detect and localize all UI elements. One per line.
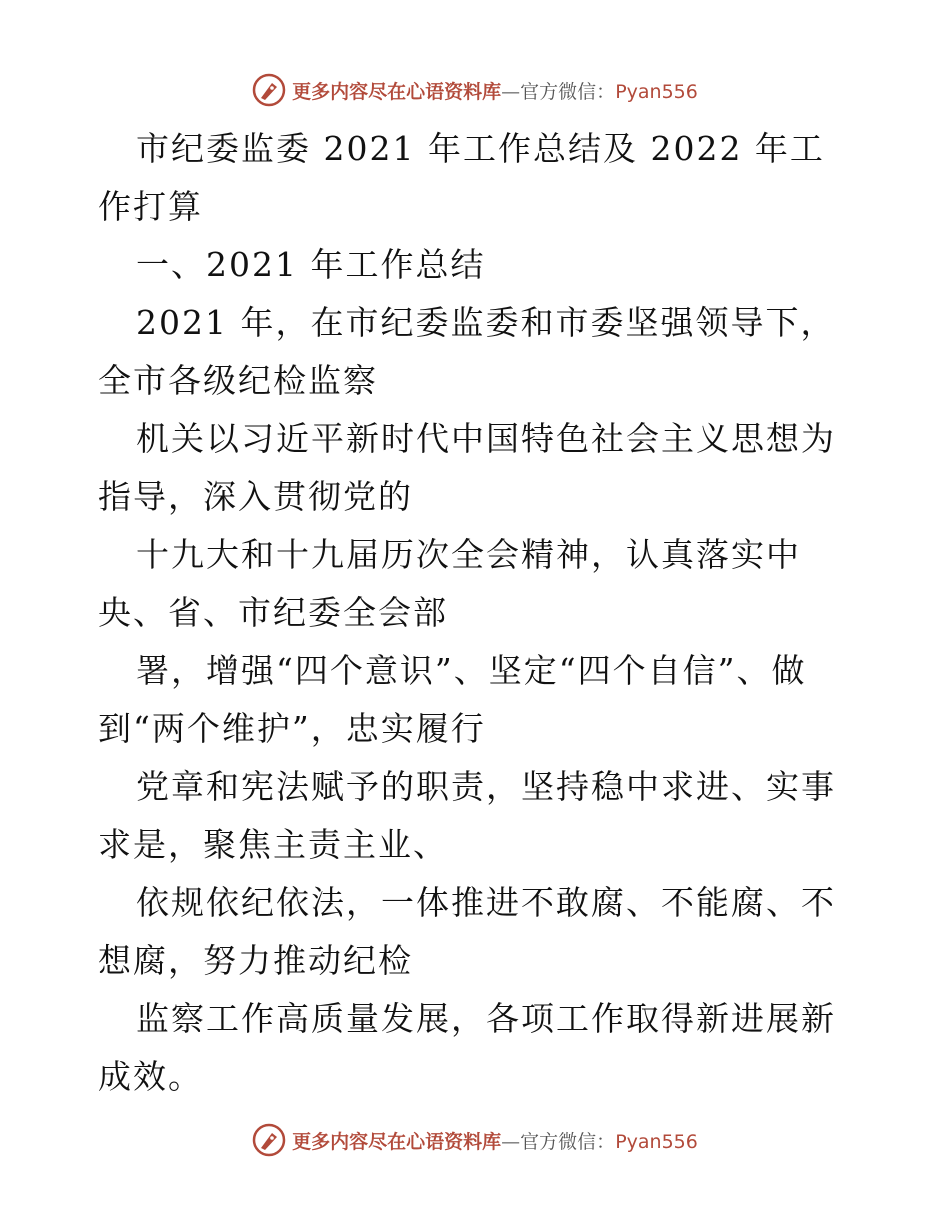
- watermark-wechat-id: Pyan556: [615, 80, 698, 103]
- document-body: [98, 120, 858, 1106]
- body-paragraph: 党章和宪法赋予的职责，坚持稳中求进、实事求是，聚焦主责主业、: [98, 767, 836, 864]
- watermark-official-label: 官方微信：: [520, 1130, 616, 1153]
- body-paragraph: 署，增强“四个意识”、坚定“四个自信”、做到“两个维护”，忠实履行: [98, 651, 807, 748]
- header-watermark-banner: [0, 70, 950, 110]
- body-paragraph: 十九大和十九届历次全会精神，认真落实中央、省、市纪委全会部: [98, 535, 801, 632]
- body-paragraph: 监察工作高质量发展，各项工作取得新进展新成效。: [98, 999, 836, 1096]
- watermark-brand: 更多内容尽在心语资料库: [292, 1130, 502, 1153]
- body-paragraph: 机关以习近平新时代中国特色社会主义思想为指导，深入贯彻党的: [98, 419, 836, 516]
- footer-watermark-banner: [0, 1120, 950, 1160]
- watermark-dash: —: [501, 80, 521, 103]
- pen-nib-logo-icon: [252, 1123, 286, 1157]
- pen-nib-logo-icon: [252, 73, 286, 107]
- watermark-official-label: 官方微信：: [520, 80, 616, 103]
- watermark-text: [292, 77, 698, 104]
- section-heading: 一、2021 年工作总结: [136, 245, 486, 284]
- body-paragraph: 依规依纪依法，一体推进不敢腐、不能腐、不想腐，努力推动纪检: [98, 883, 836, 980]
- watermark-brand: 更多内容尽在心语资料库: [292, 80, 502, 103]
- watermark-dash: —: [501, 1130, 521, 1153]
- body-paragraph: 2021 年，在市纪委监委和市委坚强领导下，全市各级纪检监察: [98, 303, 836, 400]
- document-title: 市纪委监委 2021 年工作总结及 2022 年工作打算: [98, 129, 825, 226]
- watermark-wechat-id: Pyan556: [615, 1130, 698, 1153]
- watermark-text: [292, 1127, 698, 1154]
